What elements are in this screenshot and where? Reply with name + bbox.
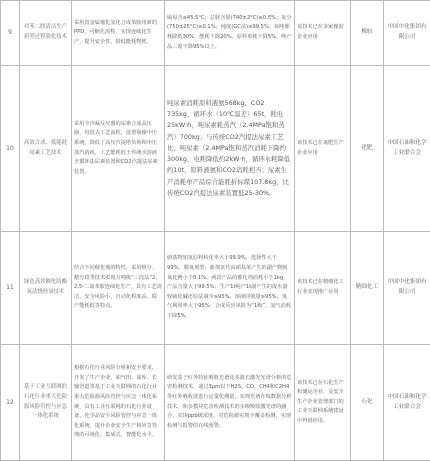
technology-name: 对苯二胺清洁生产新型过程强化技术 <box>20 1 72 66</box>
application-status: 该技术已在多家橡胶企业应用 <box>295 1 351 66</box>
industry: 精细化工 <box>351 232 384 345</box>
table-row <box>1 232 430 345</box>
table-row <box>1 1 430 66</box>
row-number: 12 <box>1 345 20 461</box>
technical-indicators: 研发基于红外特征吸收光谱及多波长激光光谱分析的危害检测技术，通过3μm以下H2S、CO、CH4和C2H4等红外吸收波进行定量化测量，实现光谱在线数据分析技术，和多模块危害检测技术的多级吸收激光谱的融合，实现ppb级浓度，对危险源实现全覆盖检测，实现检测与报警的在线预警。 <box>165 345 295 461</box>
row-number: 11 <box>1 232 20 345</box>
recommending-organization: 中国中化集团有限公司 <box>384 1 430 66</box>
row-number: 10 <box>1 66 20 232</box>
application-status: 该技术已在石化生产和储运企业，及安全生产企业管理部门的工业互联网系统建设中得到应用。 <box>295 345 351 461</box>
technical-indicators: 吨尿素消耗原料液氨568kg，CO2 735kg，循环水（10℃温差）65t，耗电25kW·h，吨尿素耗蒸汽（2.4MPa饱和蒸汽）700kg；与传统CO2汽提法尿素工艺比，吨尿素（2.4MPa饱和蒸汽消耗下降约300kg，电耗降低约2kW·h，循环水耗降低约10t，原料液氨和CO2消耗相当；尿素生产消耗单产品综合能耗折标煤107.8kg，比传统CO2汽提法尿素装置低25-30%。 <box>165 66 295 232</box>
row-number: 9 <box>1 1 20 66</box>
table-row <box>1 66 430 232</box>
technology-name: 绿色高效催化防酯氧法烧烃氢技术 <box>20 232 72 345</box>
recommending-organization: 中国石油和化学工业联合会 <box>384 66 430 232</box>
industry: 橡胶 <box>351 1 384 66</box>
industry: 石化 <box>351 345 384 461</box>
technology-description: 采用全冷凝反应器的尿素合成高压圈，用段式工艺流程，设置简操中压系统，降低了高压汽提塔负荷和中压蒸汽消耗。工艺能耗低于传统水溶液全循环法尿素装置和CO2汽提法尿素装置。 <box>72 66 165 232</box>
application-status: 该技术已在精细化工行业实现推广应用 <box>295 232 351 345</box>
recommending-organization: 中国石油和化学工业联合会 <box>384 345 430 461</box>
industry: 化肥 <box>351 66 384 232</box>
technology-name: 高效合成、低能耗尿素工艺技术 <box>20 66 72 232</box>
technology-description: 根据石化行业风险分析和安全要求，开发了生产企业、油气田、油库、长输管道等基于工业互联网的石化行业重大危险源风险管控与应急一体化系统，具有工业互联网的石化行业设备、化学品安全风险管控与应急一体化系统。提升企业安全生产和应急管理的可视化、集成式、智能化水平。 <box>72 345 165 461</box>
table-row <box>1 345 430 461</box>
technical-indicators: 硝基物加氢原料转化率大于99.9%，选择性大于99%，脱氧剂型；新加氢代由硝基苯产生的副产物脱氧比例小于0.1%，两段产品的催化剂消耗小于1kg，产品含量大于99.5%；生产1t纯产1t副产生的废水量较硫化碱还原法减少≥95%，溶液回收量≥95%，氢气利用率大于95%；合成反应风险为“1级”，氢气消耗下降5%。 <box>165 232 295 345</box>
technology-description: 采用贵金属催化氢化合成苯胺用新的PPD，可缩化流程，实现连续化生产，提升安全性，降低能耗物耗。 <box>72 1 165 66</box>
recommending-organization: 中国中化集团有限公司 <box>384 232 430 345</box>
technology-description: 结合不同催化剂的特性，采用组分、精分段等技术实现万吨级“三段法”2，2,5-二氯苯胺连续化生产，具有工艺清洁，安全风险小，自动化程度高，联产能耗低等特点。 <box>72 232 165 345</box>
application-status: 该技术已在氮肥生产企业应用 <box>295 66 351 232</box>
technology-name: 基于工业互联网的石化行业重大危险源风险管控与应急一体化系统 <box>20 345 72 461</box>
technical-indicators: 硫易含≤45.5°C；总胺含量(740±2°C)≤0.5%；灰分(750±25°C)≤0.1%；纯度(GC法)≥99.5%；每吨催耗降低30%，能耗下降20%，原料单耗下降5%，吨产品三废下降95%以上。 <box>165 1 295 66</box>
